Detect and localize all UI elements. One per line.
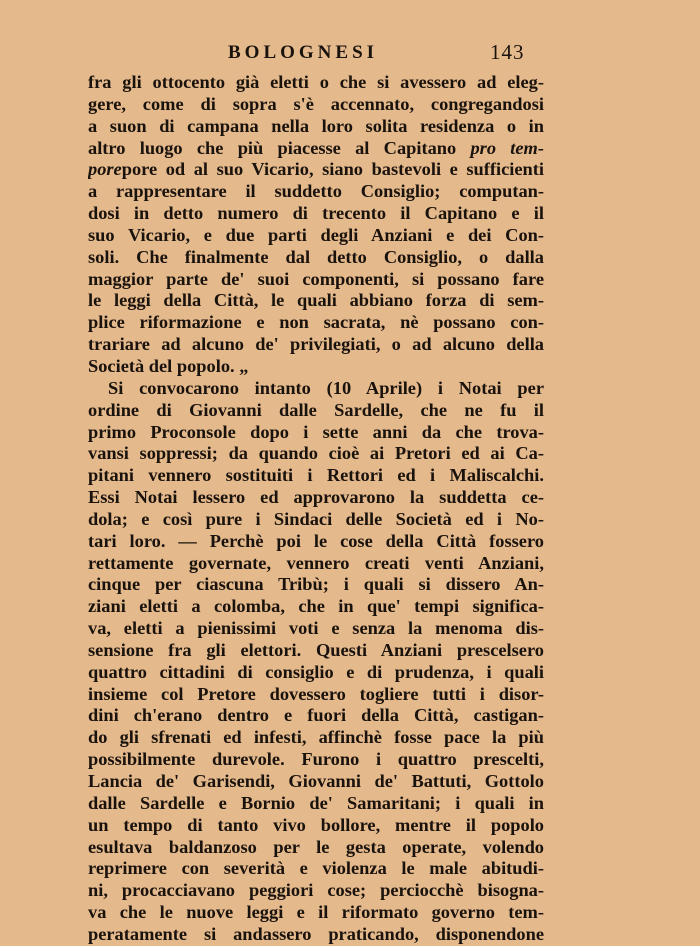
text-line: insieme col Pretore dovessero togliere tutti i disor- bbox=[88, 683, 544, 704]
text-line: esultava baldanzoso per le gesta operate, volendo bbox=[88, 836, 544, 857]
text-line: vansi soppressi; da quando cioè ai Pretori ed ai Ca- bbox=[88, 443, 544, 464]
text-line: peratamente si andassero praticando, disponendone bbox=[88, 923, 544, 944]
text-line: plice riformazione e non sacrata, nè possano con- bbox=[88, 312, 544, 333]
italic-phrase: pro tem- bbox=[470, 137, 544, 158]
text-line: reprimere con severità e violenza le male abitudi- bbox=[88, 858, 544, 879]
text-line: va che le nuove leggi e il riformato governo tem- bbox=[88, 902, 544, 923]
text-line: primo Proconsole dopo i sette anni da che trova- bbox=[88, 421, 544, 442]
text-line: dini ch'erano dentro e fuori della Città, castigan- bbox=[88, 705, 544, 726]
text-line: pitani vennero sostituiti i Rettori ed i Maliscalchi. bbox=[88, 465, 544, 486]
text-line: do gli sfrenati ed infesti, affinchè fosse pace la più bbox=[88, 727, 544, 748]
text-line: gere, come di sopra s'è accennato, congregandosi bbox=[88, 93, 544, 114]
text-line: le leggi della Città, le quali abbiano forza di sem- bbox=[88, 290, 544, 311]
text-line: trariare ad alcuno de' privilegiati, o ad alcuno della bbox=[88, 334, 544, 355]
text-line: ziani eletti a colomba, che in que' tempi significa- bbox=[88, 596, 544, 617]
text-line: va, eletti a pienissimi voti e senza la menoma dis- bbox=[88, 618, 544, 639]
text-line: cinque per ciascuna Tribù; i quali si dissero An- bbox=[88, 574, 544, 595]
text-line: dola; e così pure i Sindaci delle Società ed i No- bbox=[88, 508, 544, 529]
text-line: a rappresentare il suddetto Consiglio; computan- bbox=[88, 181, 544, 202]
page-header bbox=[0, 38, 700, 68]
text-line-part: pore od al suo Vicario, siano bastevoli e sufficienti bbox=[121, 159, 544, 180]
text-line: un tempo di tanto vivo bollore, mentre il popolo bbox=[88, 814, 544, 835]
text-line: Essi Notai lessero ed approvarono la suddetta ce- bbox=[88, 487, 544, 508]
text-line: dalle Sardelle e Bornio de' Samaritani; i quali in bbox=[88, 792, 544, 813]
text-line: Lancia de' Garisendi, Giovanni de' Battuti, Gottolo bbox=[88, 771, 544, 791]
running-title: BOLOGNESI bbox=[228, 42, 379, 63]
text-line: possibilmente durevole. Furono i quattro prescelti, bbox=[88, 749, 544, 770]
text-line: rettamente governate, vennero creati venti Anziani, bbox=[88, 552, 544, 573]
text-line: sensione fra gli elettori. Questi Anziani prescelsero bbox=[88, 639, 544, 660]
text-line bbox=[88, 159, 544, 181]
text-line: quattro cittadini di consiglio e di prudenza, i quali bbox=[88, 661, 544, 682]
italic-phrase: pore bbox=[88, 159, 122, 180]
text-line: fra gli ottocento già eletti o che si avessero ad eleg- bbox=[88, 72, 544, 92]
text-line-part: altro luogo che più piacesse al Capitano bbox=[88, 137, 457, 158]
text-line: ordine di Giovanni dalle Sardelle, che ne fu il bbox=[88, 399, 544, 420]
text-line: a suon di campana nella loro solita residenza o in bbox=[88, 115, 544, 136]
text-line: maggior parte de' suoi componenti, si possano fare bbox=[88, 268, 544, 289]
text-line: dosi in detto numero di trecento il Capitano e il bbox=[88, 203, 544, 224]
text-line: tari loro. — Perchè poi le cose della Città fossero bbox=[88, 530, 544, 551]
text-line: suo Vicario, e due parti degli Anziani e dei Con- bbox=[88, 224, 544, 245]
text-line: ni, procacciavano peggiori cose; perciocchè bisogna- bbox=[88, 880, 544, 901]
text-line: Si convocarono intanto (10 Aprile) i Notai per bbox=[108, 377, 544, 398]
text-line: soli. Che finalmente dal detto Consiglio, o dalla bbox=[88, 246, 544, 267]
body-text bbox=[88, 72, 544, 946]
text-line bbox=[88, 138, 544, 160]
text-line: Società del popolo. „ bbox=[88, 355, 249, 376]
page-number: 143 bbox=[490, 40, 525, 64]
